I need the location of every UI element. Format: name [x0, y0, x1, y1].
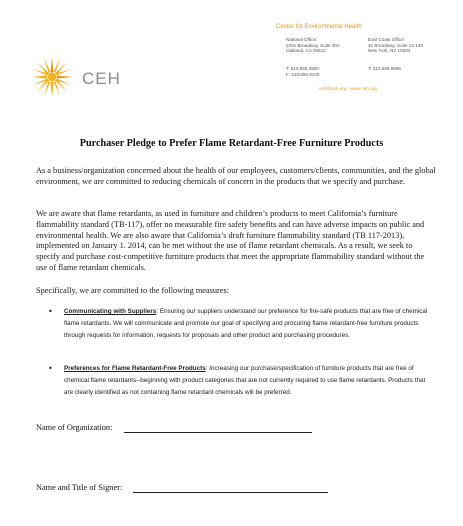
measure-text [64, 363, 434, 399]
organization-name-label: Name of Organization: [36, 423, 113, 432]
contact-links[interactable]: ceh@ceh.org · www.ceh.org [319, 86, 377, 91]
logo-text: CEH [82, 69, 121, 88]
national-office-phones: T: 510.655.3900 F: 510.655.9100 [286, 66, 320, 77]
bullet-icon: • [48, 307, 53, 316]
measure-heading: Communicating with Suppliers [64, 308, 157, 315]
organization-name: Center for Environmental Health [276, 24, 362, 30]
organization-name-field[interactable] [124, 432, 312, 433]
intro-paragraph: As a business/organization concerned about the health of our employees, customers/clients, communities, and the global environment, we are committed to reducing chemicals of concern in the products that we specify and purchase. [36, 166, 436, 186]
east-office-phones: T: 212.689.6999 [368, 66, 401, 71]
sunburst-icon [30, 55, 80, 99]
bullet-icon: • [48, 364, 53, 373]
measures-intro: Specifically, we are committed to the following measures: [36, 286, 229, 295]
awareness-paragraph: We are aware that flame retardants, as used in furniture and children’s products to meet California’s furniture flammability standard (TB-117), offer no measurable fire safety benefits and can have adverse impacts on public and environmental health. We are also aware that California’s draft furniture flammability standard (TB 117-2013), implemented on January 1. 2014, can be met without the use of flame retardant chemicals. As a result, we seek to specify and purchase cost-competitive furniture products that meet the appropriate flammability standard without the use of flame retardant chemicals. [36, 209, 425, 272]
measure-heading: Preferences for Flame Retardant-Free Products [64, 365, 206, 372]
ceh-logo [30, 55, 120, 99]
east-office-address: East Coast Office: 42 Broadway, Suite 12-140 New York, NY 10004 [368, 37, 424, 54]
measure-body: : Increasing our purchase/specification of furniture products that are free of chemical flame retardants--beginning with product categories that are not currently required to use flame retardants. Products that are clearly identified as not containing flame retardant chemicals will be preferred. [64, 365, 426, 396]
document-title: Purchaser Pledge to Prefer Flame Retardant-Free Furniture Products [79, 138, 384, 149]
national-office-address: National Office: 2201 Broadway, Suite 302 Oakland, CA 94612 [286, 37, 340, 54]
signer-name-field[interactable] [133, 492, 328, 493]
measure-body: : Ensuring our suppliers understand our preference for fire-safe products that are free of chemical flame retardants. We will communicate and promote our goal of specifying and procuring flame retardant-free furniture products through requests for information, requests for proposals and other product and purchasing procedures. [64, 308, 428, 339]
signer-name-label: Name and Title of Signer: [36, 483, 123, 492]
measure-text [64, 306, 434, 342]
